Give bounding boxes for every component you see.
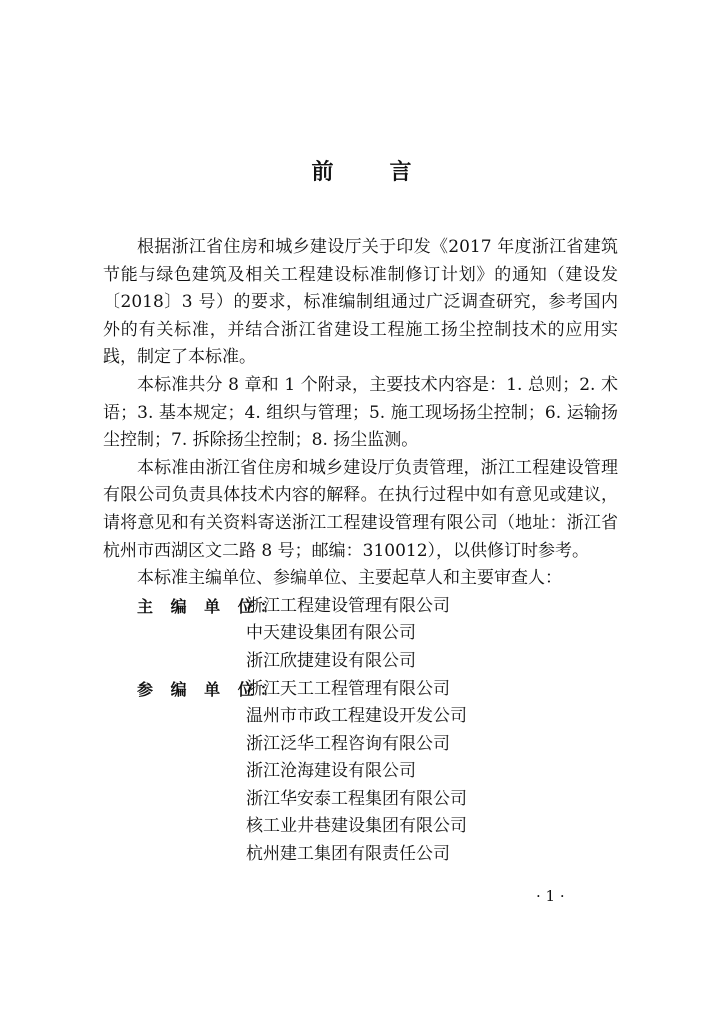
paragraph: 根据浙江省住房和城乡建设厅关于印发《2017 年度浙江省建筑节能与绿色建筑及相关工程建设标准制修订计划》的通知（建设发〔2018〕3 号）的要求，标准编制组通过广泛调查研究，参考国内外的有关标准，并结合浙江省建设工程施工扬尘控制技术的应用实践，制定了本标准。 xyxy=(103,237,618,368)
unit-name: 浙江工程建设管理有限公司 xyxy=(246,595,450,616)
list-item xyxy=(103,648,618,676)
paragraph: 本标准由浙江省住房和城乡建设厅负责管理，浙江工程建设管理有限公司负责具体技术内容的解释。在执行过程中如有意见或建议，请将意见和有关资料寄送浙江工程建设管理有限公司（地址：浙江省杭州市西湖区文二路 8 号；邮编：310012），以供修订时参考。 xyxy=(103,457,618,561)
unit-name: 中天建设集团有限公司 xyxy=(246,623,416,644)
list-item xyxy=(103,841,618,869)
preface-body xyxy=(103,234,618,869)
chief-units-list xyxy=(103,593,618,676)
title-char-1: 前 xyxy=(311,160,334,185)
participating-units-label: 参 编 单 位： xyxy=(137,679,282,699)
participating-units-list xyxy=(103,676,618,869)
unit-name: 浙江欣捷建设有限公司 xyxy=(246,650,416,671)
list-item xyxy=(103,703,618,731)
unit-name: 浙江沧海建设有限公司 xyxy=(246,761,416,782)
paragraph: 本标准主编单位、参编单位、主要起草人和主要审查人： xyxy=(137,568,562,589)
list-item xyxy=(103,758,618,786)
paragraph: 本标准共分 8 章和 1 个附录，主要技术内容是：1. 总则；2. 术语；3. 基本规定；4. 组织与管理；5. 施工现场扬尘控制；6. 运输扬尘控制；7. 拆除扬尘控制；8. 扬尘监测。 xyxy=(103,374,618,451)
chief-units-label: 主 编 单 位： xyxy=(137,596,282,616)
page-number: · 1 · xyxy=(536,887,565,905)
unit-name: 浙江华安泰工程集团有限公司 xyxy=(246,788,467,809)
unit-name: 杭州建工集团有限责任公司 xyxy=(246,844,450,865)
list-item xyxy=(103,786,618,814)
unit-name: 浙江天工工程管理有限公司 xyxy=(246,678,450,699)
page-title xyxy=(0,155,723,186)
list-item xyxy=(103,731,618,759)
unit-name: 核工业井巷建设集团有限公司 xyxy=(246,816,467,837)
unit-name: 温州市市政工程建设开发公司 xyxy=(246,706,467,727)
title-char-2: 言 xyxy=(389,160,412,185)
list-item xyxy=(103,620,618,648)
list-item xyxy=(103,813,618,841)
list-item xyxy=(103,593,618,621)
unit-name: 浙江泛华工程咨询有限公司 xyxy=(246,733,450,754)
list-item xyxy=(103,676,618,704)
